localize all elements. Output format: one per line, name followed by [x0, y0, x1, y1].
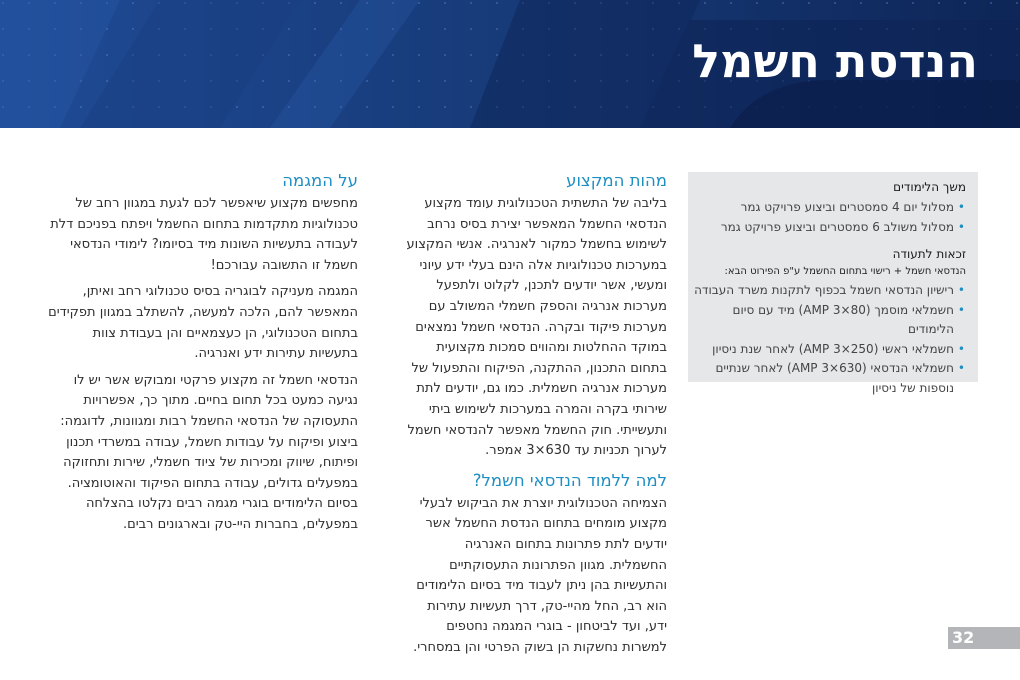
certificate-item-certified-electrician: • חשמלאי מוסמך (80×3 AMP) מיד עם סיום הלימודים [694, 301, 954, 340]
about-heading: על המגמה [282, 171, 358, 190]
page-number-tab [948, 627, 1020, 649]
about-paragraph-1: מחפשים מקצוע שיאפשר לכם לגעת במגוון רחב של טכנולוגיות מתקדמות בתחום החשמל ויפתח בפניכם דלת לעבודה בתעשיות השונות מיד בסיומו? לימודי הנדסאי חשמל זו התשובה עבורכם! [50, 196, 358, 273]
duration-list [694, 198, 966, 237]
certificate-item-technician-license: • רישיון הנדסאי חשמל בכפוף לתקנות משרד העבודה [694, 281, 954, 301]
header-banner [0, 0, 1020, 128]
duration-heading: משך הלימודים [893, 180, 966, 194]
study-info-content [694, 176, 966, 404]
why-study-paragraph: הצמיחה הטכנולוגית יוצרת את הביקוש לבעלי מקצוע מומחים בתחום הנדסת החשמל אשר יודעים לתת פתרונות בתחום האנרגיה החשמלית. מגוון הפתרונות התעסוקתיים והתעשיות בהן ניתן לעבוד מיד בסיום הלימודים הוא רב, החל מהיי-טק, דרך תעשיות עתירות ידע, ועד לביטחון - בוגרי המגמה נחטפים למשרות נחשקות הן בשוק הפרטי והן במסחרי. [413, 495, 667, 655]
certificate-list [694, 281, 966, 398]
why-study-heading: למה ללמוד הנדסאי חשמל? [472, 470, 667, 490]
essence-heading: מהות המקצוע [566, 171, 667, 190]
about-paragraph-2: המגמה מעניקה לבוגריה בסיס טכנולוגי רחב ואיתן, המאפשר להם, הלכה למעשה, להשתלב במגוון תפקידים בתחום הטכנולוגי, הן כעצמאיים והן בעבודת צוות בתעשיות עתירות ידע ואנרגיה. [48, 284, 358, 362]
duration-item-combined: • מסלול משולב 6 סמסטרים וביצוע פרויקט גמר [694, 218, 954, 238]
left-column [45, 170, 358, 542]
certificate-heading: זכאות לתעודה [892, 247, 966, 261]
certificate-item-chief-electrician: • חשמלאי ראשי (250×3 AMP) לאחר שנת ניסיון [694, 340, 954, 360]
page-number: 32 [952, 628, 975, 647]
certificate-item-engineer-electrician: • חשמלאי הנדסאי (630×3 AMP) לאחר שנתיים נוספות של ניסיון [694, 359, 954, 398]
duration-item-day: • מסלול יום 4 סמסטרים וביצוע פרויקט גמר [694, 198, 954, 218]
essence-paragraph: בליבה של התשתית הטכנולוגית עומד מקצוע הנדסאי החשמל המאפשר יצירת בסיס נרחב לשימוש בחשמל כמקור לאנרגיה. אנשי המקצוע במערכות טכנולוגיות אלה הינם בעלי ידע עיוני ומעשי, אשר יודעים לתכנן, לקלוט ולתפעל מערכות אנרגיה והספק חשמלי המשולב עם מערכות פיקוד ובקרה. הנדסאי חשמל נמצאים במוקד ההחלטות ומהווים סמכות מקצועית בתחום התכנון, ההתקנה, הפיקוח והתפעול של מערכות אנרגיה חשמלית. כמו גם, יודעים לתת שירותי בקרה והמרה במערכות לשימוש ביתי ותעשייתי. חוק החשמל מאפשר להנדסאי חשמל לערוך תכניות עד 630×3 אמפר. [406, 196, 667, 459]
study-info-box [688, 172, 978, 395]
middle-column [405, 170, 667, 664]
page-title: הנדסת חשמל [692, 34, 978, 88]
certificate-subheading: הנדסאי חשמל + רישוי בתחום החשמל ע"פ הפירוט הבא: [724, 266, 966, 277]
about-paragraph-3: הנדסאי חשמל זה מקצוע פרקטי ומבוקש אשר יש לו נגיעה כמעט בכל תחום בחיים. מתוך כך, אפשרויות התעסוקה של הנדסאי החשמל רבות ומגוונות, לדוגמה: ביצוע ופיקוח על עבודות חשמל, עבודה במשרדי תכנון ופיתוח, שיווק ומכירות של ציוד חשמלי, שירות ותחזוקה במפעלים גדולים, עבודה בתחום הפיקוד והאוטומציה. בסיום הלימודים בוגרי מגמה רבים נקלטו בהצלחה במפעלים, בחברות היי-טק ובארגונים רבים. [60, 372, 358, 532]
